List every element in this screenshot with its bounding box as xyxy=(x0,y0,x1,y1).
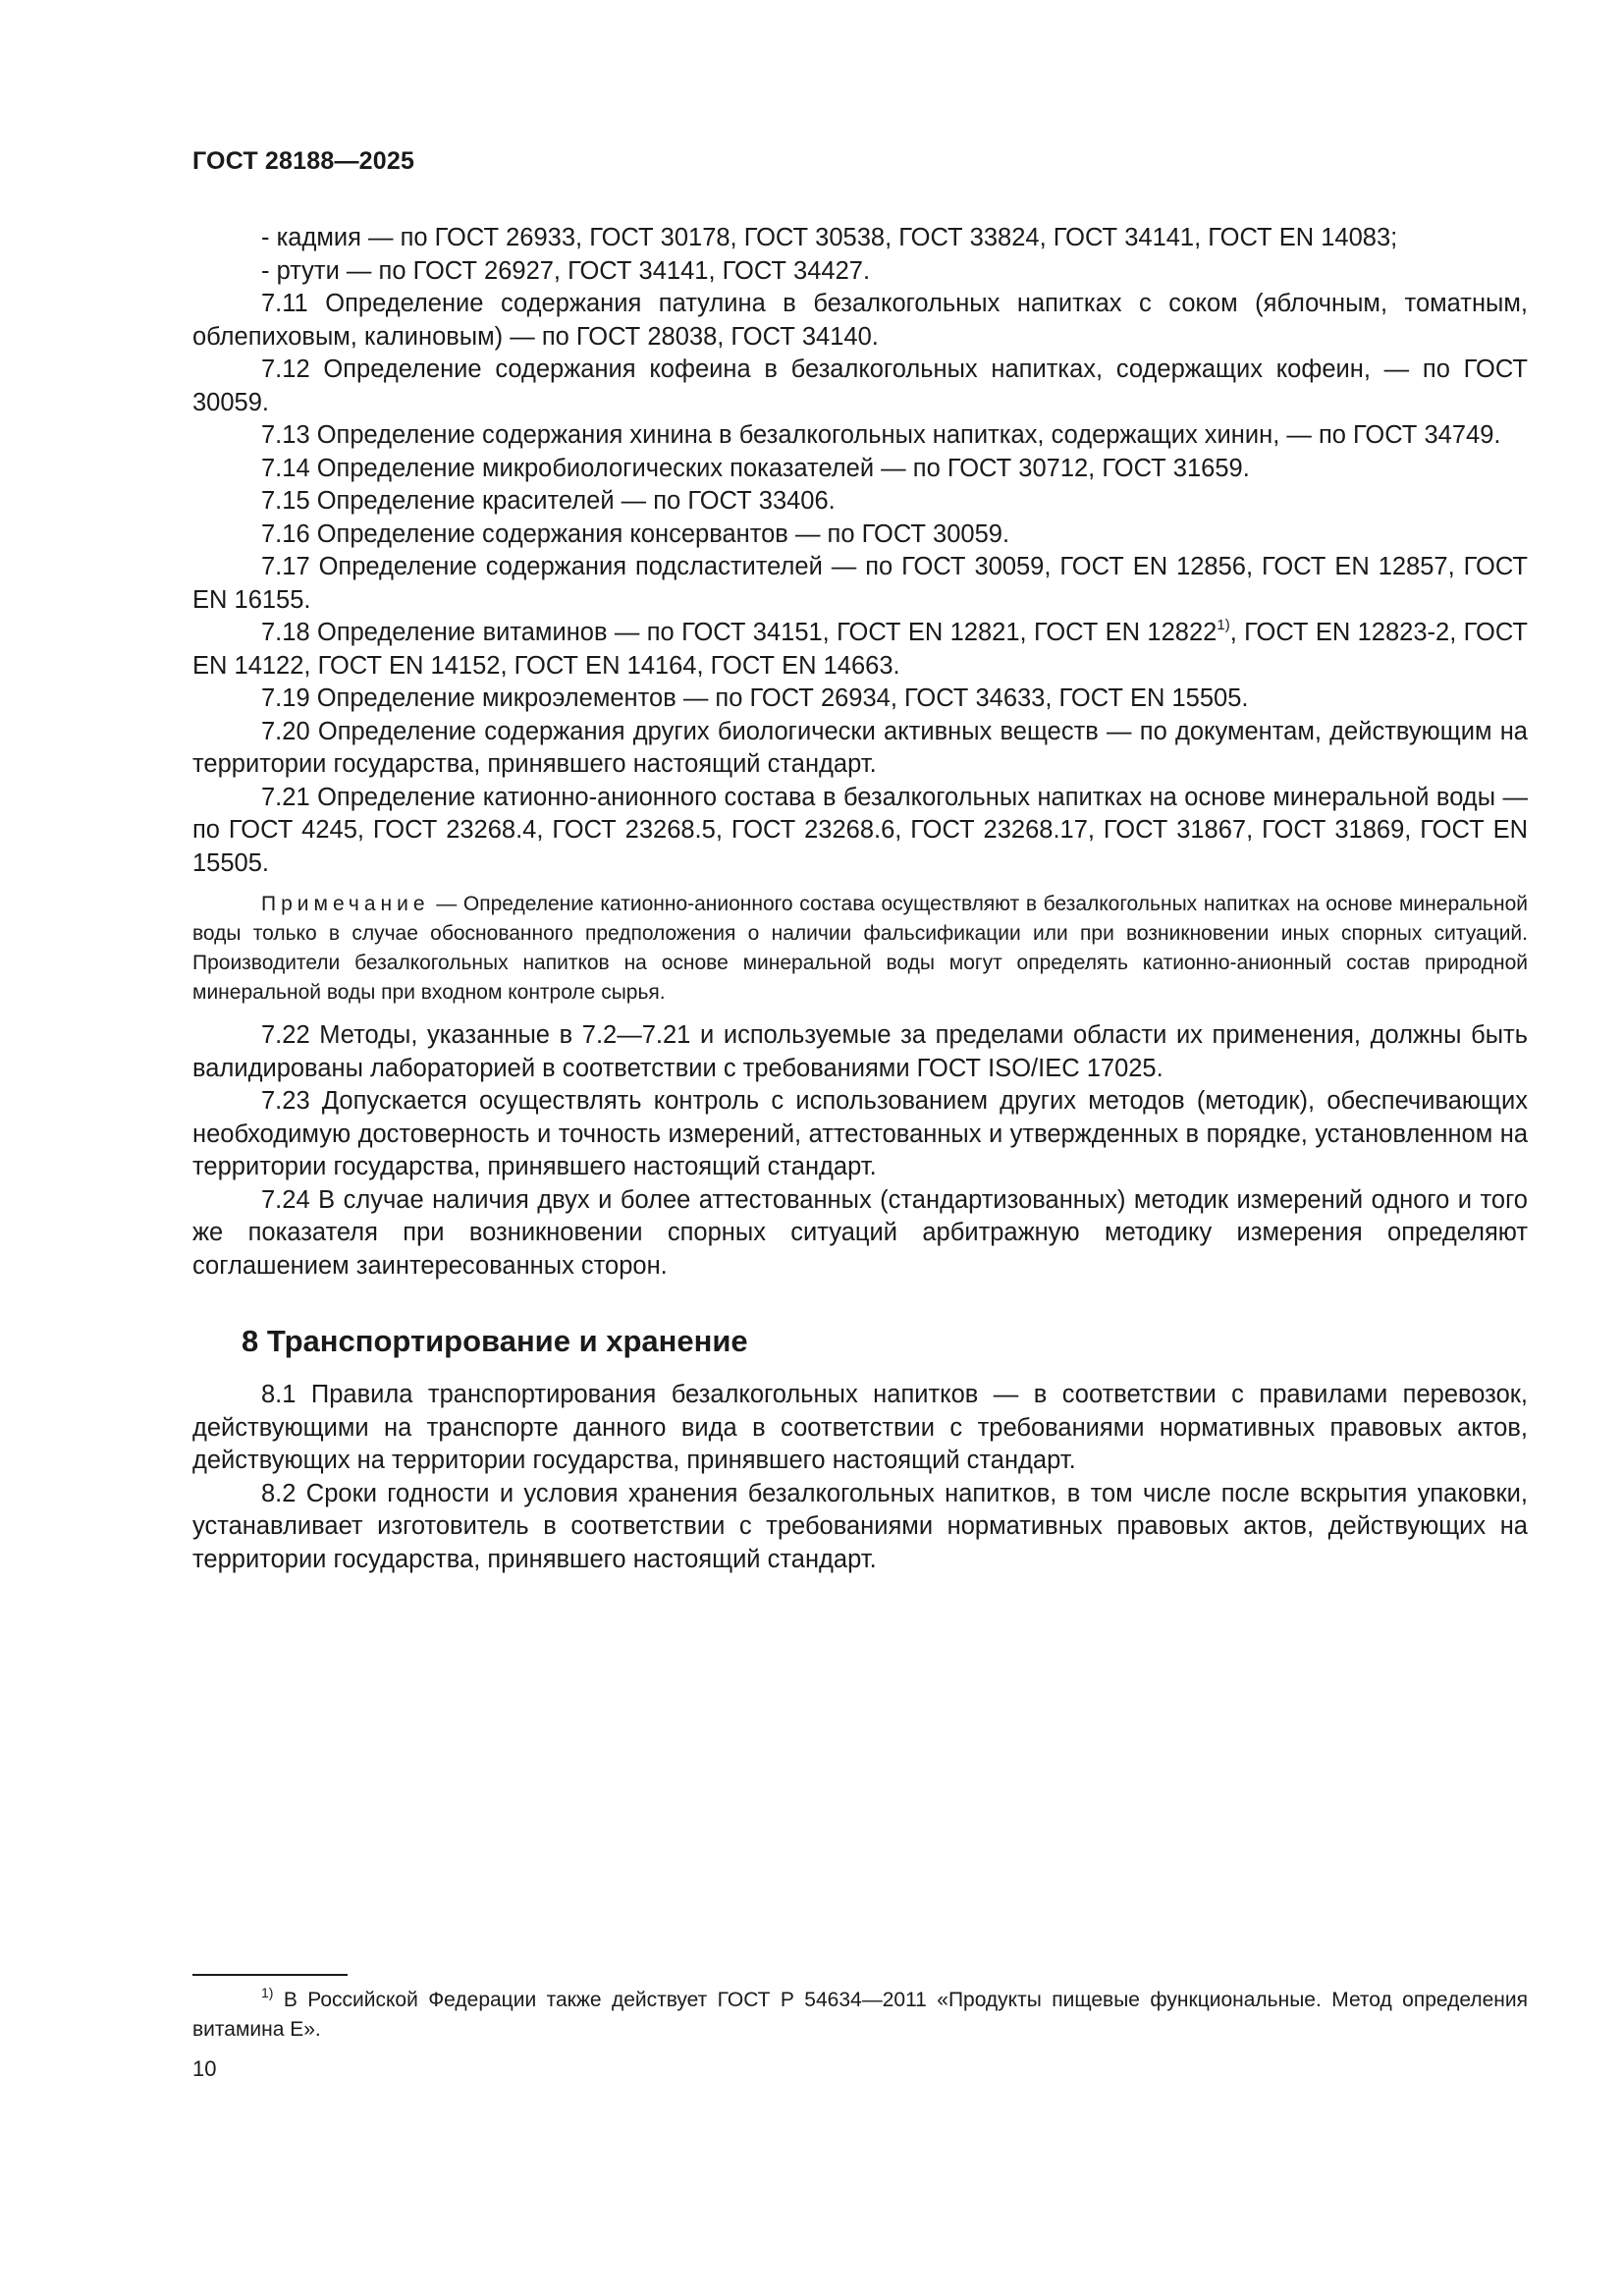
footnote-divider xyxy=(192,1974,348,1976)
paragraph-7-18 xyxy=(192,617,1528,683)
section-heading-8: 8 Транспортирование и хранение xyxy=(242,1324,748,1358)
paragraph-7-16: 7.16 Определение содержания консервантов — по ГОСТ 30059. xyxy=(261,519,1010,548)
paragraph-7-12: 7.12 Определение содержания кофеина в безалкогольных напитках, содержащих кофеин, — по ГОСТ 30059. xyxy=(192,355,1528,416)
paragraph-7-22: 7.22 Методы, указанные в 7.2—7.21 и используемые за пределами области их применения, должны быть валидированы лабораторией в соответствии с требованиями ГОСТ ISO/IEC 17025. xyxy=(192,1021,1528,1082)
paragraph-7-17: 7.17 Определение содержания подсластителей — по ГОСТ 30059, ГОСТ EN 12856, ГОСТ EN 12857, ГОСТ EN 16155. xyxy=(192,553,1528,614)
list-item-cadmium: - кадмия — по ГОСТ 26933, ГОСТ 30178, ГОСТ 30538, ГОСТ 33824, ГОСТ 34141, ГОСТ EN 14083; xyxy=(261,224,1398,251)
paragraph-7-15: 7.15 Определение красителей — по ГОСТ 33406. xyxy=(261,487,836,515)
document-page xyxy=(192,0,1528,2296)
paragraph-8-2: 8.2 Сроки годности и условия хранения безалкогольных напитков, в том числе после вскрытия упаковки, устанавливает изготовитель в соответствии с требованиями нормативных правовых актов, действующих на территории государства, принявшего настоящий стандарт. xyxy=(192,1479,1528,1573)
paragraph-7-19: 7.19 Определение микроэлементов — по ГОСТ 26934, ГОСТ 34633, ГОСТ EN 15505. xyxy=(261,684,1249,712)
paragraph-7-18-text-end: , ГОСТ EN 12823-2, ГОСТ EN 14122, ГОСТ EN 14152, ГОСТ EN 14164, ГОСТ EN 14663. xyxy=(192,619,1529,680)
page-number: 10 xyxy=(192,2056,217,2081)
note-block xyxy=(192,890,1528,1008)
paragraph-7-18-text-start: 7.18 Определение витаминов — по ГОСТ 34151, ГОСТ EN 12821, ГОСТ EN 12822 xyxy=(261,619,1217,646)
paragraph-7-23: 7.23 Допускается осуществлять контроль с использованием других методов (методик), обеспечивающих необходимую достоверность и точность измерений, аттестованных и утвержденных в порядке, установленном на территории государства, принявшего настоящий стандарт. xyxy=(192,1087,1528,1180)
note-label: Примечание xyxy=(261,893,430,915)
paragraph-7-13: 7.13 Определение содержания хинина в безалкогольных напитках, содержащих хинин, — по ГОСТ 34749. xyxy=(261,421,1501,449)
paragraph-7-14: 7.14 Определение микробиологических показателей — по ГОСТ 30712, ГОСТ 31659. xyxy=(261,454,1250,482)
paragraph-7-11: 7.11 Определение содержания патулина в безалкогольных напитках с соком (яблочным, томатным, облепиховым, калиновым) — по ГОСТ 28038, ГОСТ 34140. xyxy=(192,290,1528,351)
paragraph-8-1: 8.1 Правила транспортирования безалкогольных напитков — в соответствии с правилами перевозок, действующими на транспорте данного вида в соответствии с требованиями нормативных правовых актов, действующих на территории государства, принявшего настоящий стандарт. xyxy=(192,1381,1528,1474)
document-code-header: ГОСТ 28188—2025 xyxy=(192,147,415,175)
footnote-reference-marker: 1) xyxy=(1217,617,1230,633)
paragraph-7-21: 7.21 Определение катионно-анионного состава в безалкогольных напитках на основе минеральной воды — по ГОСТ 4245, ГОСТ 23268.4, ГОСТ 23268.5, ГОСТ 23268.6, ГОСТ 23268.17, ГОСТ 31867, ГОСТ 31869, ГОСТ EN 15505. xyxy=(192,783,1528,877)
footnote xyxy=(192,1986,1528,2045)
paragraph-7-20: 7.20 Определение содержания других биологически активных веществ — по документам, действующим на территории государства, принявшего настоящий стандарт. xyxy=(192,717,1528,778)
list-item-mercury: - ртути — по ГОСТ 26927, ГОСТ 34141, ГОСТ 34427. xyxy=(261,256,871,285)
document-body xyxy=(192,222,1528,1576)
paragraph-7-24: 7.24 В случае наличия двух и более аттестованных (стандартизованных) методик измерений одного и того же показателя при возникновении спорных ситуаций арбитражную методику измерения определяют соглашением заинтересованных сторон. xyxy=(192,1185,1528,1280)
footnote-text: В Российской Федерации также действует ГОСТ Р 54634—2011 «Продукты пищевые функциональные. Метод определения витамина Е». xyxy=(192,1989,1528,2041)
note-text: — Определение катионно-анионного состава осуществляют в безалкогольных напитках на основе минеральной воды только в случае обоснованного предположения о наличии фальсификации или при возникновении иных спорных ситуаций. Производители безалкогольных напитков на основе минеральной воды могут определять катионно-анионный состав природной минеральной воды при входном контроле сырья. xyxy=(192,893,1528,1004)
footnote-marker: 1) xyxy=(261,1985,274,2000)
